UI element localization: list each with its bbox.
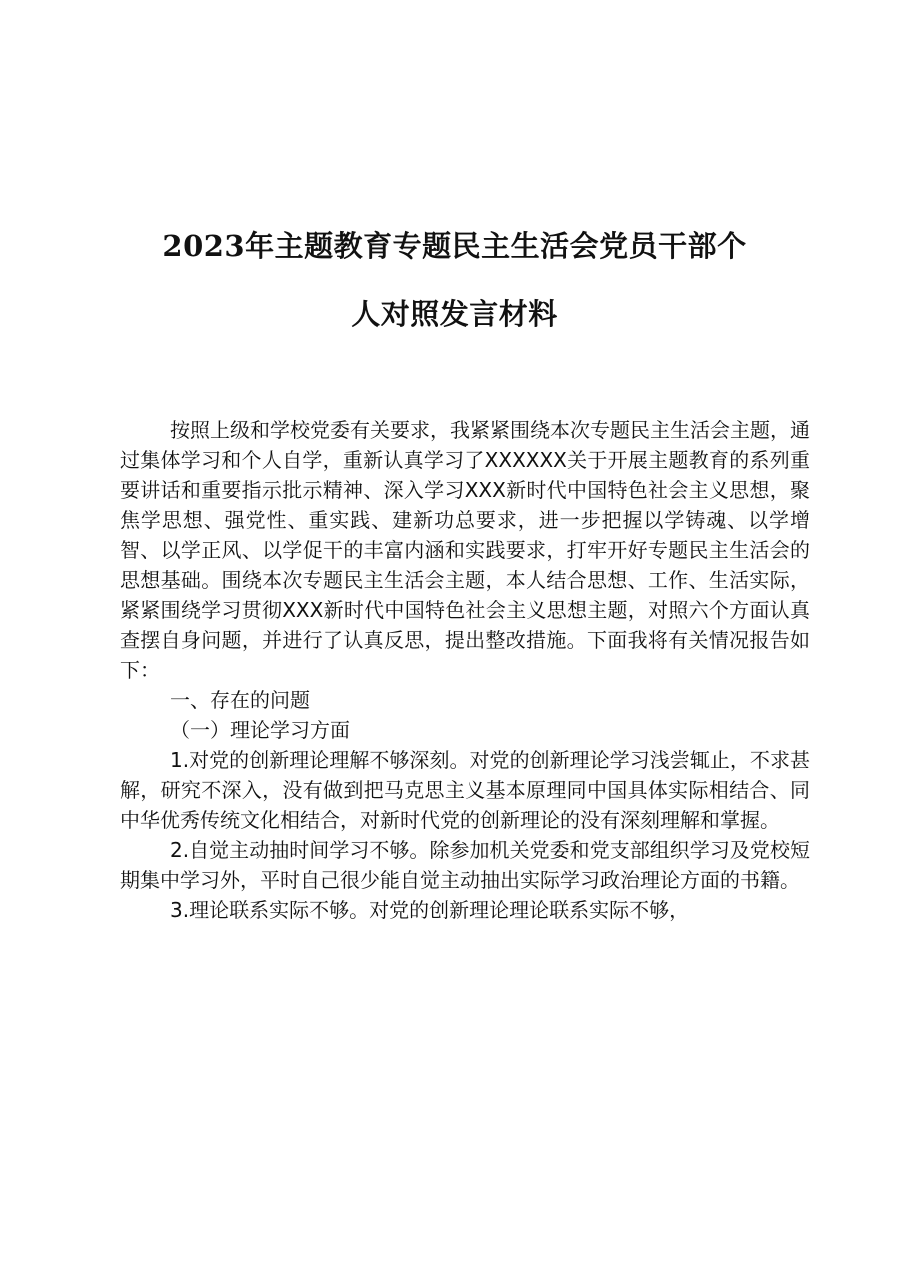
subsection-heading-theory-study: （一）理论学习方面 [170, 718, 350, 742]
document-body [120, 415, 810, 925]
section-heading-problems: 一、存在的问题 [170, 688, 310, 712]
document-title-line-1: 2023年主题教育专题民主生活会党员干部个 [162, 229, 747, 263]
problem-item-1: 1.对党的创新理论理解不够深刻。对党的创新理论学习浅尝辄止，不求甚解，研究不深入，没有做到把马克思主义基本原理同中国具体实际相结合、同中华优秀传统文化相结合，对新时代党的创新理论的没有深刻理解和掌握。 [120, 748, 810, 832]
problem-item-3: 3.理论联系实际不够。对党的创新理论理论联系实际不够， [170, 898, 690, 922]
intro-paragraph: 按照上级和学校党委有关要求，我紧紧围绕本次专题民主生活会主题，通过集体学习和个人自学，重新认真学习了XXXXXX关于开展主题教育的系列重要讲话和重要指示批示精神、深入学习XXX新时代中国特色社会主义思想，聚焦学思想、强党性、重实践、建新功总要求，进一步把握以学铸魂、以学增智、以学正风、以学促干的丰富内涵和实践要求，打牢开好专题民主生活会的思想基础。围绕本次专题民主生活会主题，本人结合思想、工作、生活实际，紧紧围绕学习贯彻XXX新时代中国特色社会主义思想主题，对照六个方面认真查摆自身问题，并进行了认真反思，提出整改措施。下面我将有关情况报告如下： [120, 418, 810, 682]
problem-item-2: 2.自觉主动抽时间学习不够。除参加机关党委和党支部组织学习及党校短期集中学习外，平时自己很少能自觉主动抽出实际学习政治理论方面的书籍。 [120, 838, 810, 892]
document-title-line-2: 人对照发言材料 [351, 297, 558, 331]
